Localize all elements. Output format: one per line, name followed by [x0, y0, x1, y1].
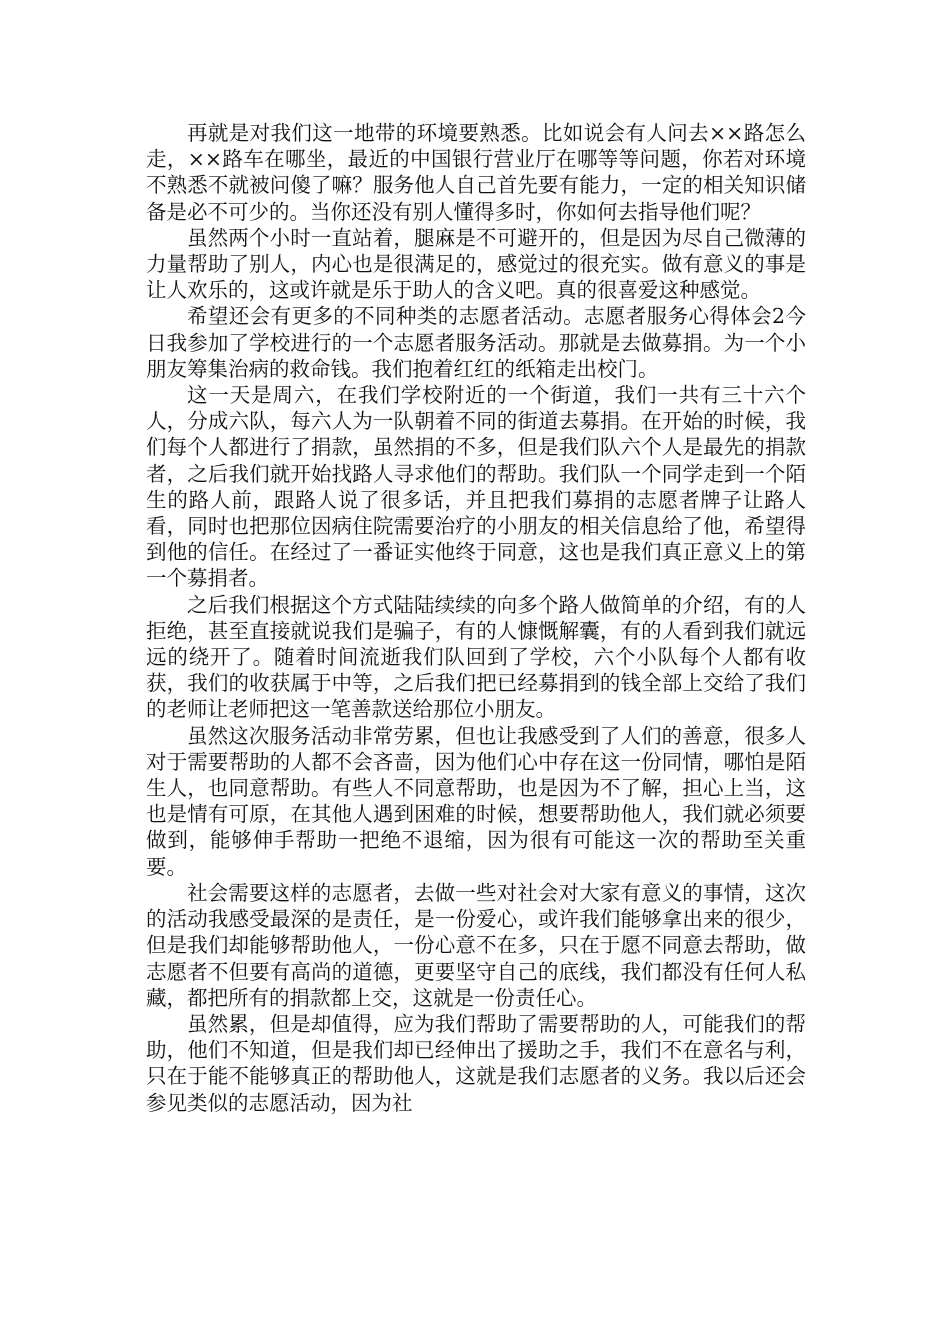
- paragraph-saturday: 这一天是周六，在我们学校附近的一个街道，我们一共有三十六个人，分成六队，每六人为一队朝着不同的街道去募捐。在开始的时候，我们每个人都进行了捐款，虽然捐的不多，但是我们队六个人是最先的捐款者，之后我们就开始找路人寻求他们的帮助。我们队一个同学走到一个陌生的路人前，跟路人说了很多话，并且把我们募捐的志愿者牌子让路人看，同时也把那位因病住院需要治疗的小朋友的相关信息给了他，希望得到他的信任。在经过了一番证实他终于同意，这也是我们真正意义上的第一个募捐者。: [146, 383, 806, 591]
- paragraph-method: 之后我们根据这个方式陆陆续续的向多个路人做简单的介绍，有的人拒绝，甚至直接就说我们是骗子，有的人慷慨解囊，有的人看到我们就远远的绕开了。随着时间流逝我们队回到了学校，六个小队每个人都有收获，我们的收获属于中等，之后我们把已经募捐到的钱全部上交给了我们的老师让老师把这一笔善款送给那位小朋友。: [146, 592, 806, 722]
- paragraph-hope: 希望还会有更多的不同种类的志愿者活动。志愿者服务心得体会2今日我参加了学校进行的一个志愿者服务活动。那就是去做募捐。为一个小朋友筹集治病的救命钱。我们抱着红红的纸箱走出校门。: [146, 304, 806, 381]
- paragraph-environment: 再就是对我们这一地带的环境要熟悉。比如说会有人问去××路怎么走，××路车在哪坐，最近的中国银行营业厅在哪等等问题，你若对环境不熟悉不就被问傻了嘛？服务他人自己首先要有能力，一定的相关知识储备是必不可少的。当你还没有别人懂得多时，你如何去指导他们呢？: [146, 121, 806, 224]
- document-body: [146, 120, 806, 1116]
- paragraph-responsibility: 社会需要这样的志愿者，去做一些对社会对大家有意义的事情，这次的活动我感受最深的是责任，是一份爱心，或许我们能够拿出来的很少，但是我们却能够帮助他人，一份心意不在多，只在于愿不同意去帮助，做志愿者不但要有高尚的道德，更要坚守自己的底线，我们都没有任何人私藏，都把所有的捐款都上交，这就是一份责任心。: [146, 880, 806, 1010]
- paragraph-kindness: 虽然这次服务活动非常劳累，但也让我感受到了人们的善意，很多人对于需要帮助的人都不会吝啬，因为他们心中存在这一份同情，哪怕是陌生人，也同意帮助。有些人不同意帮助，也是因为不了解，担心上当，这也是情有可原，在其他人遇到困难的时候，想要帮助他人，我们就必须要做到，能够伸手帮助一把绝不退缩，因为很有可能这一次的帮助至关重要。: [146, 723, 806, 879]
- paragraph-worth-it: 虽然累，但是却值得，应为我们帮助了需要帮助的人，可能我们的帮助，他们不知道，但是我们却已经伸出了援助之手，我们不在意名与利，只在于能不能够真正的帮助他人，这就是我们志愿者的义务。我以后还会参见类似的志愿活动，因为社: [146, 1011, 806, 1115]
- paragraph-standing: 虽然两个小时一直站着，腿麻是不可避开的，但是因为尽自己微薄的力量帮助了别人，内心也是很满足的，感觉过的很充实。做有意义的事是让人欢乐的，这或许就是乐于助人的含义吧。真的很喜爱这种感觉。: [146, 225, 806, 303]
